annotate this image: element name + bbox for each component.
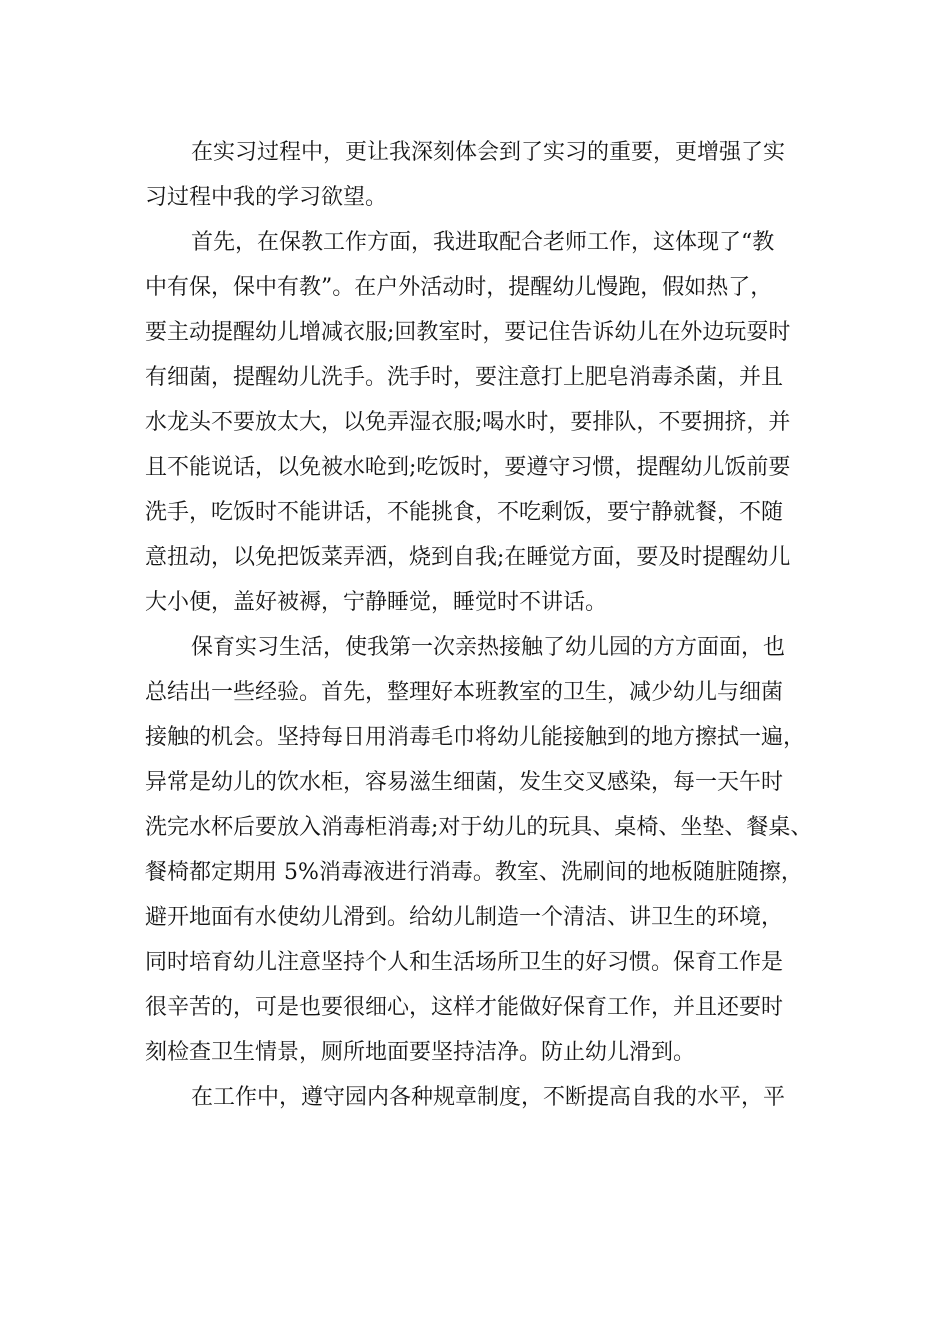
paragraph-3 xyxy=(145,625,825,1075)
paragraph-2 xyxy=(145,220,825,625)
text-line: 总结出一些经验。首先，整理好本班教室的卫生，减少幼儿与细菌 xyxy=(145,680,784,705)
text-line: 很辛苦的，可是也要很细心，这样才能做好保育工作，并且还要时 xyxy=(145,995,784,1020)
text-line: 中有保，保中有教”。在户外活动时，提醒幼儿慢跑，假如热了， xyxy=(145,275,773,300)
text-line: 同时培育幼儿注意坚持个人和生活场所卫生的好习惯。保育工作是 xyxy=(145,950,784,975)
text-line: 意扭动，以免把饭菜弄洒，烧到自我;在睡觉方面，要及时提醒幼儿 xyxy=(145,545,791,570)
text-line: 洗手，吃饭时不能讲话，不能挑食，不吃剩饭，要宁静就餐，不随 xyxy=(145,500,784,525)
text-line: 保育实习生活，使我第一次亲热接触了幼儿园的方方面面，也 xyxy=(191,635,786,660)
text-line: 异常是幼儿的饮水柜，容易滋生细菌，发生交叉感染，每一天午时 xyxy=(145,770,784,795)
text-line: 接触的机会。坚持每日用消毒毛巾将幼儿能接触到的地方擦拭一遍， xyxy=(145,725,806,750)
text-line: 在实习过程中，更让我深刻体会到了实习的重要，更增强了实 xyxy=(191,140,786,165)
text-line: 大小便，盖好被褥，宁静睡觉，睡觉时不讲话。 xyxy=(145,590,608,615)
paragraph-4 xyxy=(145,1075,825,1120)
text-line: 在工作中，遵守园内各种规章制度，不断提高自我的水平，平 xyxy=(191,1085,786,1110)
text-line: 习过程中我的学习欲望。 xyxy=(145,185,388,210)
body-text xyxy=(145,130,825,1120)
text-line: 洗完水杯后要放入消毒柜消毒;对于幼儿的玩具、桌椅、坐垫、餐桌、 xyxy=(145,815,813,840)
paragraph-1 xyxy=(145,130,825,220)
text-line: 餐椅都定期用 5%消毒液进行消毒。教室、洗刷间的地板随脏随擦， xyxy=(145,860,803,885)
text-line: 水龙头不要放太大，以免弄湿衣服;喝水时，要排队，不要拥挤，并 xyxy=(145,410,791,435)
text-line: 刻检查卫生情景，厕所地面要坚持洁净。防止幼儿滑到。 xyxy=(145,1040,696,1065)
text-line: 要主动提醒幼儿增减衣服;回教室时，要记住告诉幼儿在外边玩耍时 xyxy=(145,320,791,345)
text-line: 避开地面有水使幼儿滑到。给幼儿制造一个清洁、讲卫生的环境， xyxy=(145,905,784,930)
text-line: 有细菌，提醒幼儿洗手。洗手时，要注意打上肥皂消毒杀菌，并且 xyxy=(145,365,784,390)
text-line: 首先，在保教工作方面，我进取配合老师工作，这体现了“教 xyxy=(191,230,775,255)
text-line: 且不能说话，以免被水呛到;吃饭时，要遵守习惯，提醒幼儿饭前要 xyxy=(145,455,791,480)
